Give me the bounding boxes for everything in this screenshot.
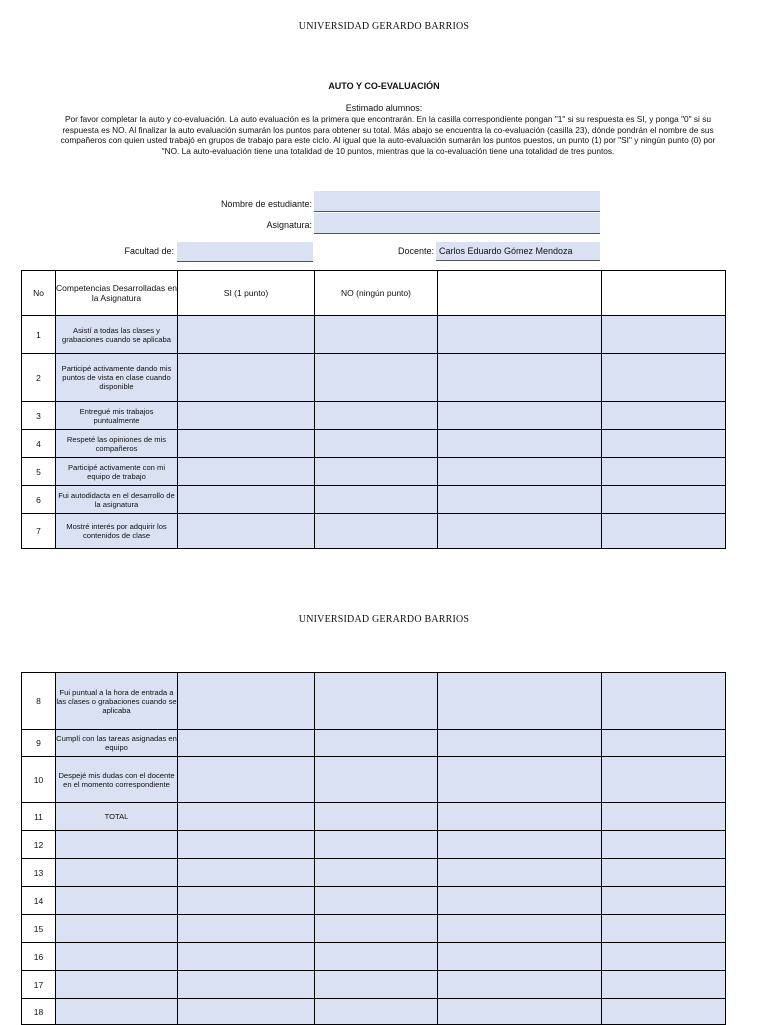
subject-field[interactable] — [314, 213, 600, 234]
no-cell[interactable] — [315, 915, 438, 943]
extra-cell-1[interactable] — [438, 354, 602, 402]
competency-text — [56, 915, 178, 943]
teacher-field[interactable]: Carlos Eduardo Gómez Mendoza — [436, 242, 600, 261]
header-extra-1 — [438, 271, 602, 316]
extra-cell-2[interactable] — [602, 402, 726, 430]
extra-cell-2[interactable] — [602, 730, 726, 757]
no-cell[interactable] — [315, 486, 438, 514]
competency-text — [56, 859, 178, 887]
si-cell[interactable] — [178, 831, 315, 859]
table-row — [22, 999, 726, 1025]
si-cell[interactable] — [178, 915, 315, 943]
extra-cell-2[interactable] — [602, 458, 726, 486]
table-row — [22, 673, 726, 730]
competency-text: Mostré interés por adquirir los contenidos de clase — [56, 514, 178, 549]
row-number: 6 — [22, 486, 56, 514]
table-row — [22, 757, 726, 803]
extra-cell-1[interactable] — [438, 402, 602, 430]
extra-cell-2[interactable] — [602, 316, 726, 354]
table-row — [22, 402, 726, 430]
row-number: 4 — [22, 430, 56, 458]
row-number: 13 — [22, 859, 56, 887]
si-cell[interactable] — [178, 859, 315, 887]
extra-cell-2[interactable] — [602, 354, 726, 402]
si-cell[interactable] — [178, 999, 315, 1025]
table-row — [22, 486, 726, 514]
row-number: 1 — [22, 316, 56, 354]
competency-text — [56, 971, 178, 999]
no-cell[interactable] — [315, 757, 438, 803]
extra-cell-1[interactable] — [438, 458, 602, 486]
row-number: 18 — [22, 999, 56, 1025]
no-cell[interactable] — [315, 316, 438, 354]
header-no-punto: NO (ningún punto) — [315, 271, 438, 316]
no-cell[interactable] — [315, 887, 438, 915]
si-cell[interactable] — [178, 971, 315, 999]
extra-cell-2[interactable] — [602, 887, 726, 915]
extra-cell-1[interactable] — [438, 486, 602, 514]
extra-cell-2[interactable] — [602, 971, 726, 999]
competency-text: Participé activamente dando mis puntos de vista en clase cuando disponible — [56, 354, 178, 402]
row-number: 9 — [22, 730, 56, 757]
row-number: 16 — [22, 943, 56, 971]
extra-cell-1[interactable] — [438, 859, 602, 887]
extra-cell-2[interactable] — [602, 915, 726, 943]
no-cell[interactable] — [315, 730, 438, 757]
row-number: 2 — [22, 354, 56, 402]
extra-cell-2[interactable] — [602, 803, 726, 831]
extra-cell-1[interactable] — [438, 757, 602, 803]
table-row — [22, 458, 726, 486]
no-cell[interactable] — [315, 971, 438, 999]
competency-text: Respeté las opiniones de mis compañeros — [56, 430, 178, 458]
row-number: 15 — [22, 915, 56, 943]
extra-cell-1[interactable] — [438, 803, 602, 831]
si-cell[interactable] — [178, 316, 315, 354]
competency-text — [56, 831, 178, 859]
extra-cell-1[interactable] — [438, 971, 602, 999]
row-number: 7 — [22, 514, 56, 549]
competency-text — [56, 887, 178, 915]
table-row — [22, 354, 726, 402]
teacher-label: Docente: — [397, 246, 434, 256]
no-cell[interactable] — [315, 430, 438, 458]
extra-cell-2[interactable] — [602, 486, 726, 514]
extra-cell-2[interactable] — [602, 673, 726, 730]
si-cell[interactable] — [178, 514, 315, 549]
table-row — [22, 514, 726, 549]
extra-cell-2[interactable] — [602, 757, 726, 803]
header-competencias: Competencias Desarrolladas en la Asignatura — [56, 271, 178, 316]
university-name: UNIVERSIDAD GERARDO BARRIOS — [298, 21, 470, 32]
no-cell[interactable] — [315, 999, 438, 1025]
no-cell[interactable] — [315, 354, 438, 402]
extra-cell-1[interactable] — [438, 831, 602, 859]
extra-cell-1[interactable] — [438, 673, 602, 730]
si-cell[interactable] — [178, 402, 315, 430]
si-cell[interactable] — [178, 943, 315, 971]
extra-cell-2[interactable] — [602, 999, 726, 1025]
form-title: AUTO Y CO-EVALUACIÓN — [328, 81, 440, 91]
extra-cell-1[interactable] — [438, 730, 602, 757]
header-si: SI (1 punto) — [178, 271, 315, 316]
table-row — [22, 430, 726, 458]
table-header-row — [22, 271, 726, 316]
header-no: No — [22, 271, 56, 316]
competency-text: Cumplí con las tareas asignadas en equipo — [56, 730, 178, 757]
extra-cell-2[interactable] — [602, 943, 726, 971]
no-cell[interactable] — [315, 803, 438, 831]
extra-cell-1[interactable] — [438, 430, 602, 458]
university-name-page2: UNIVERSIDAD GERARDO BARRIOS — [298, 614, 470, 625]
extra-cell-2[interactable] — [602, 514, 726, 549]
extra-cell-1[interactable] — [438, 915, 602, 943]
row-number: 11 — [22, 803, 56, 831]
competency-text: Fui autodidacta en el desarrollo de la asignatura — [56, 486, 178, 514]
student-name-field[interactable] — [314, 191, 600, 212]
row-number: 12 — [22, 831, 56, 859]
self-evaluation-table-continued — [21, 672, 726, 1025]
no-cell[interactable] — [315, 943, 438, 971]
extra-cell-1[interactable] — [438, 316, 602, 354]
competency-text — [56, 943, 178, 971]
header-extra-2 — [602, 271, 726, 316]
row-number: 8 — [22, 673, 56, 730]
extra-cell-1[interactable] — [438, 514, 602, 549]
table-row — [22, 803, 726, 831]
table-row — [22, 915, 726, 943]
table-row — [22, 943, 726, 971]
no-cell[interactable] — [315, 514, 438, 549]
extra-cell-2[interactable] — [602, 859, 726, 887]
si-cell[interactable] — [178, 673, 315, 730]
table-row — [22, 831, 726, 859]
si-cell[interactable] — [178, 887, 315, 915]
si-cell[interactable] — [178, 757, 315, 803]
table-row — [22, 859, 726, 887]
student-name-label: Nombre de estudiante: — [220, 199, 312, 209]
instructions: Por favor completar la auto y co-evaluación. La auto evaluación es la primera que encontrarán. En la casilla correspondiente pongan "1" si su respuesta es SI, y ponga "0" si su respuesta es NO. Al finalizar la auto evaluación sumarán los puntos para obtener su total. Más abajo se encuentra la co-evaluación (casilla 23), dónde pondrán el nombre de sus compañeros con quien usted trabajó en grupos de trabajo para este ciclo. Al igual que la auto-evaluación sumarán los puntos puestos, un punto (1) por "SI" y ningún punto (0) por "NO. La auto-evaluación tiene una totalidad de 10 puntos, mientras que la co-evaluación tiene una totalidad de tres puntos. — [60, 114, 716, 156]
competency-text: Despejé mis dudas con el docente en el momento correspondiente — [56, 757, 178, 803]
extra-cell-2[interactable] — [602, 831, 726, 859]
table-row — [22, 887, 726, 915]
table-row — [22, 316, 726, 354]
greeting: Estimado alumnos: — [345, 103, 423, 113]
si-cell[interactable] — [178, 354, 315, 402]
no-cell[interactable] — [315, 458, 438, 486]
si-cell[interactable] — [178, 803, 315, 831]
self-evaluation-table — [21, 270, 726, 549]
no-cell[interactable] — [315, 673, 438, 730]
no-cell[interactable] — [315, 402, 438, 430]
row-number: 5 — [22, 458, 56, 486]
competency-text: Entregué mis trabajos puntualmente — [56, 402, 178, 430]
faculty-field[interactable] — [177, 242, 313, 262]
table-row — [22, 971, 726, 999]
si-cell[interactable] — [178, 730, 315, 757]
competency-text: Participé activamente con mi equipo de trabajo — [56, 458, 178, 486]
no-cell[interactable] — [315, 859, 438, 887]
faculty-label: Facultad de: — [124, 246, 174, 256]
row-number: 3 — [22, 402, 56, 430]
extra-cell-1[interactable] — [438, 887, 602, 915]
row-number: 14 — [22, 887, 56, 915]
si-cell[interactable] — [178, 458, 315, 486]
competency-text: TOTAL — [56, 803, 178, 831]
si-cell[interactable] — [178, 430, 315, 458]
no-cell[interactable] — [315, 831, 438, 859]
row-number: 10 — [22, 757, 56, 803]
competency-text: Asistí a todas las clases y grabaciones cuando se aplicaba — [56, 316, 178, 354]
competency-text — [56, 999, 178, 1025]
table-row — [22, 730, 726, 757]
competency-text: Fui puntual a la hora de entrada a las clases o grabaciones cuando se aplicaba — [56, 673, 178, 730]
extra-cell-1[interactable] — [438, 999, 602, 1025]
subject-label: Asignatura: — [266, 220, 312, 230]
row-number: 17 — [22, 971, 56, 999]
extra-cell-1[interactable] — [438, 943, 602, 971]
si-cell[interactable] — [178, 486, 315, 514]
extra-cell-2[interactable] — [602, 430, 726, 458]
